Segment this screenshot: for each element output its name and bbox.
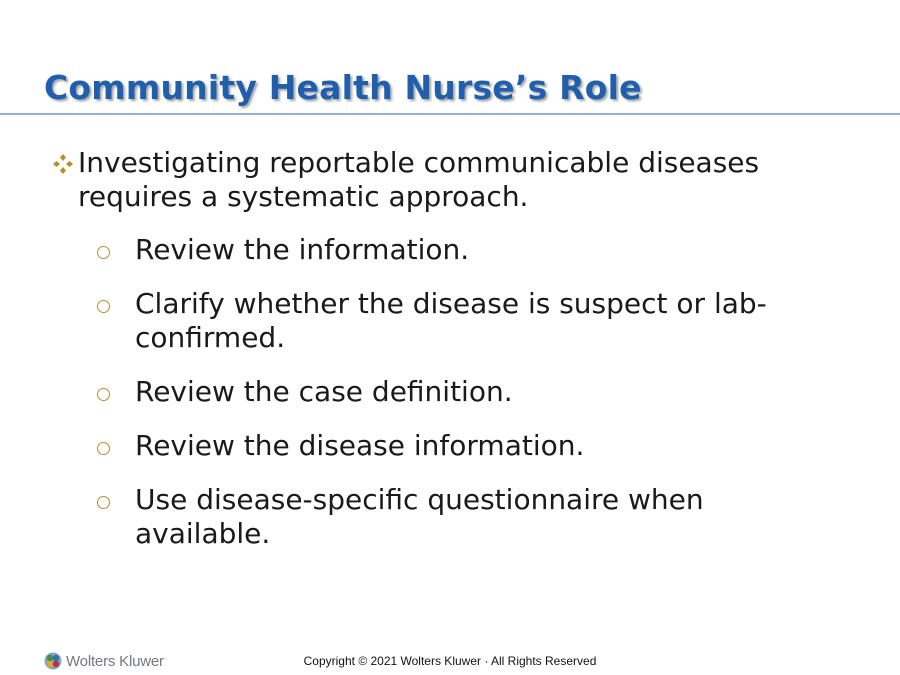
sub-bullet-text: Review the disease information.	[135, 429, 585, 462]
hollow-circle-icon	[97, 300, 110, 313]
sub-bullet-text: Use disease-specific questionnaire when available.	[135, 483, 704, 550]
hollow-circle-icon	[97, 496, 110, 509]
sub-bullet-text: Review the information.	[135, 233, 470, 266]
sub-bullet-item	[95, 429, 835, 463]
sub-bullet-item	[95, 233, 835, 267]
hollow-circle-icon	[97, 388, 110, 401]
hollow-circle-icon	[97, 246, 110, 259]
title-divider	[0, 113, 900, 115]
sub-bullet-item	[95, 483, 835, 551]
slide-title: Community Health Nurse’s Role	[44, 68, 642, 107]
copyright-text: Copyright © 2021 Wolters Kluwer · All Rights Reserved	[303, 654, 597, 668]
hollow-circle-icon	[97, 442, 110, 455]
sub-bullet-text: Clarify whether the disease is suspect or lab-confirmed.	[135, 287, 767, 354]
logo-text: Wolters Kluwer	[66, 652, 164, 670]
main-bullet	[52, 146, 842, 214]
sub-bullet-text: Review the case definition.	[135, 375, 513, 408]
sub-bullet-item	[95, 375, 835, 409]
main-bullet-text: Investigating reportable communicable diseases requires a systematic approach.	[78, 146, 760, 213]
diamond-cluster-icon	[52, 153, 74, 175]
sub-bullet-list	[95, 233, 835, 571]
sub-bullet-item	[95, 287, 835, 355]
